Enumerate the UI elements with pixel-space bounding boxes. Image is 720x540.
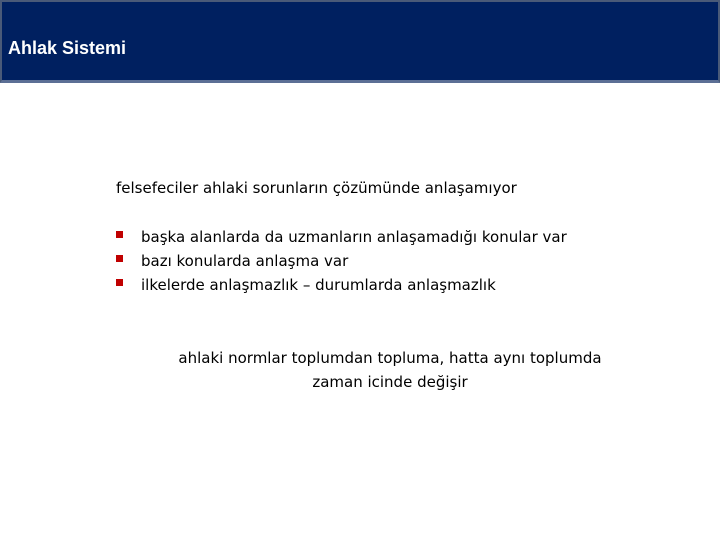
square-bullet-icon <box>116 279 123 286</box>
title-bar <box>0 0 720 83</box>
bullet-text: başka alanlarda da uzmanların anlaşamadığı konular var <box>141 228 567 246</box>
bullet-text: ilkelerde anlaşmazlık – durumlarda anlaşmazlık <box>141 276 496 294</box>
conclusion-text <box>140 346 640 394</box>
slide-title: Ahlak Sistemi <box>8 38 127 58</box>
bullet-text: bazı konularda anlaşma var <box>141 252 349 270</box>
conclusion-line: zaman icinde değişir <box>312 373 468 391</box>
square-bullet-icon <box>116 255 123 262</box>
square-bullet-icon <box>116 231 123 238</box>
intro-text: felsefeciler ahlaki sorunların çözümünde anlaşamıyor <box>116 179 517 197</box>
conclusion-line: ahlaki normlar toplumdan topluma, hatta aynı toplumda <box>178 349 602 367</box>
